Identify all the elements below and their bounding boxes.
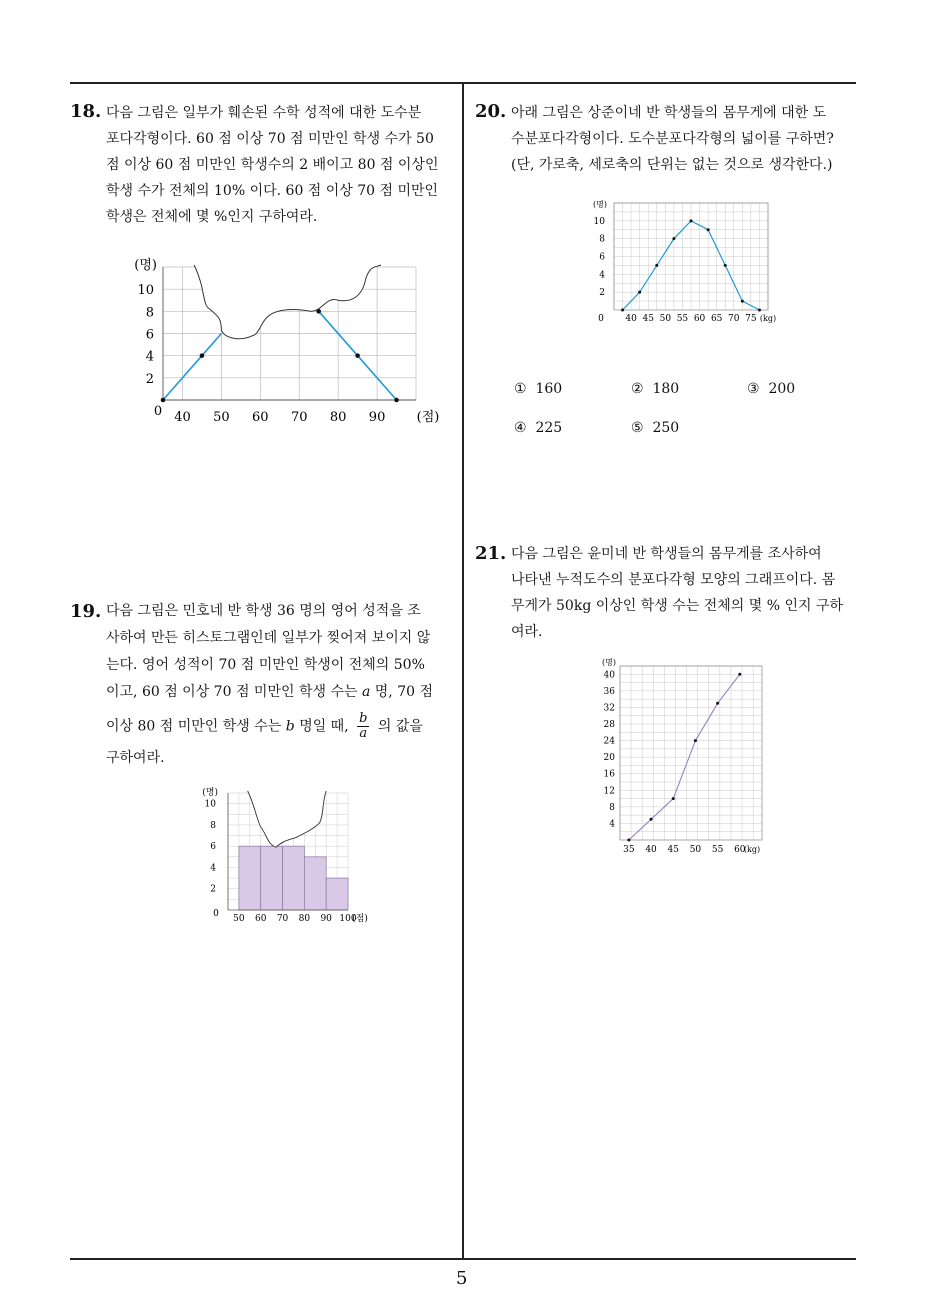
y-tick-label: 4 xyxy=(145,349,154,365)
x-tick-label: 40 xyxy=(625,314,637,324)
q19-line-5-c: 의 값을 xyxy=(377,718,423,735)
x-tick-label: 90 xyxy=(368,410,386,425)
q19-var-a: a xyxy=(361,684,371,700)
q19-number: 19. xyxy=(70,601,102,622)
origin-label: 0 xyxy=(213,909,219,919)
data-point xyxy=(355,353,360,358)
column-divider xyxy=(462,82,464,1260)
y-tick-label: 6 xyxy=(599,252,605,263)
x-tick-label: 80 xyxy=(298,914,311,924)
y-tick-label: 12 xyxy=(603,786,615,797)
q18-line-1: 다음 그림은 일부가 훼손된 수학 성적에 대한 도수분 xyxy=(106,105,422,121)
y-tick-label: 16 xyxy=(603,769,615,780)
choice-value: 160 xyxy=(535,381,563,397)
x-tick-label: 40 xyxy=(174,410,191,425)
q19-line-4 xyxy=(106,679,456,706)
histogram-bar xyxy=(326,878,348,910)
q21-line-4: 여라. xyxy=(511,624,543,640)
q18-line-3: 점 이상 60 점 미만인 학생수의 2 배이고 80 점 이상인 xyxy=(106,157,439,173)
x-tick-label: 60 xyxy=(693,314,706,324)
q20-choice-1[interactable] xyxy=(514,381,562,397)
x-tick-label: 50 xyxy=(659,314,672,324)
y-unit-label: (명) xyxy=(202,788,218,798)
q18-line-4: 학생 수가 전체의 10% 이다. 60 점 이상 70 점 미만인 xyxy=(106,183,439,199)
data-point xyxy=(690,219,693,222)
y-tick-label: 4 xyxy=(210,863,216,874)
x-tick-label: 50 xyxy=(233,914,245,924)
q20-text xyxy=(511,100,861,178)
x-tick-label: 70 xyxy=(276,914,289,924)
y-tick-label: 40 xyxy=(603,670,615,681)
y-tick-label: 32 xyxy=(603,703,615,714)
data-point xyxy=(724,264,727,267)
q20-frequency-polygon-chart xyxy=(588,196,788,328)
choice-value: 200 xyxy=(768,381,796,397)
data-point xyxy=(672,237,675,240)
x-tick-label: 65 xyxy=(710,314,723,324)
q20-line-2: 수분포다각형이다. 도수분포다각형의 넓이를 구하면? xyxy=(511,131,834,147)
choice-mark: ① xyxy=(514,381,527,397)
y-tick-label: 8 xyxy=(599,234,605,245)
series-line xyxy=(163,334,221,401)
x-tick-label: 50 xyxy=(213,410,230,425)
x-tick-label: 35 xyxy=(623,845,635,855)
y-tick-label: 24 xyxy=(603,736,615,747)
data-point xyxy=(200,353,205,358)
x-tick-label: 60 xyxy=(255,914,267,924)
q20-choice-4[interactable] xyxy=(514,420,562,436)
page-number: 5 xyxy=(456,1268,468,1289)
origin-label: 0 xyxy=(598,314,604,324)
x-unit-label: (점) xyxy=(416,410,440,425)
x-tick-label: 60 xyxy=(734,845,746,855)
data-point xyxy=(638,291,641,294)
bottom-rule xyxy=(70,1258,856,1260)
y-tick-label: 8 xyxy=(145,305,154,321)
x-tick-label: 55 xyxy=(676,314,689,324)
x-tick-label: 90 xyxy=(320,914,332,924)
q19-fraction-denominator: a xyxy=(359,726,368,741)
x-unit-label: (점) xyxy=(352,914,368,924)
y-tick-label: 36 xyxy=(603,686,615,697)
x-tick-label: 70 xyxy=(290,410,308,425)
y-tick-label: 2 xyxy=(599,288,605,299)
q18-text xyxy=(106,100,456,230)
q21-text xyxy=(511,541,861,645)
q18-frequency-polygon-chart xyxy=(120,250,440,430)
data-point xyxy=(758,309,761,312)
q19-line-5-b: 명일 때, xyxy=(299,718,349,735)
data-point xyxy=(672,797,675,800)
q20-choice-2[interactable] xyxy=(631,381,679,397)
q19-fraction xyxy=(357,712,369,741)
q21-cumulative-frequency-chart xyxy=(590,656,780,856)
q21-line-1: 다음 그림은 윤미네 반 학생들의 몸무게를 조사하여 xyxy=(511,546,822,562)
y-unit-label: (명) xyxy=(134,258,157,273)
data-point xyxy=(621,309,624,312)
q19-line-5-a: 이상 80 점 미만인 학생 수는 xyxy=(106,718,282,735)
q18-line-5: 학생은 전체에 몇 %인지 구하여라. xyxy=(106,209,318,225)
q19-line-6: 구하여라. xyxy=(106,750,165,766)
q19-fraction-numerator: b xyxy=(359,711,368,726)
x-tick-label: 70 xyxy=(728,314,740,324)
data-point xyxy=(627,839,630,842)
y-tick-label: 20 xyxy=(603,753,615,764)
y-tick-label: 10 xyxy=(593,216,605,227)
q20-choice-3[interactable] xyxy=(747,381,795,397)
y-tick-label: 6 xyxy=(145,327,154,343)
q20-line-3: (단, 가로축, 세로축의 단위는 없는 것으로 생각한다.) xyxy=(511,157,833,173)
y-tick-label: 6 xyxy=(210,842,216,853)
y-unit-label: (명) xyxy=(602,658,616,667)
y-unit-label: (명) xyxy=(593,200,607,209)
q20-choice-5[interactable] xyxy=(631,420,679,436)
data-point xyxy=(394,398,399,403)
data-point xyxy=(650,818,653,821)
data-point xyxy=(316,309,321,314)
histogram-bar xyxy=(283,846,305,910)
q21-line-2: 나타낸 누적도수의 분포다각형 모양의 그래프이다. 몸 xyxy=(511,572,836,588)
torn-area xyxy=(248,791,327,847)
x-tick-label: 80 xyxy=(329,410,347,425)
x-tick-label: 55 xyxy=(711,845,724,855)
q18-line-2: 포다각형이다. 60 점 이상 70 점 미만인 학생 수가 50 xyxy=(106,131,434,147)
q19-line-5 xyxy=(106,712,456,741)
choice-value: 250 xyxy=(652,420,680,436)
x-tick-label: 75 xyxy=(745,314,757,324)
choice-mark: ② xyxy=(631,381,644,397)
q19-line-2: 사하여 만든 히스토그램인데 일부가 찢어져 보이지 않 xyxy=(106,630,431,646)
data-point xyxy=(694,739,697,742)
x-tick-label: 45 xyxy=(667,845,679,855)
x-tick-label: 45 xyxy=(642,314,654,324)
data-point xyxy=(161,398,166,403)
x-tick-label: 100 xyxy=(339,914,357,924)
x-tick-label: 50 xyxy=(689,845,702,855)
q19-var-b: b xyxy=(285,718,295,735)
q19-line-1: 다음 그림은 민호네 반 학생 36 명의 영어 성적을 조 xyxy=(106,603,421,619)
q20-line-1: 아래 그림은 상준이네 반 학생들의 몸무게에 대한 도 xyxy=(511,105,827,121)
data-point xyxy=(716,702,719,705)
q18-number: 18. xyxy=(70,101,102,122)
histogram-bar xyxy=(304,857,326,910)
y-tick-label: 2 xyxy=(145,371,154,387)
q21-line-3: 무게가 50kg 이상인 학생 수는 전체의 몇 % 인지 구하 xyxy=(511,598,844,614)
x-unit-label: (kg) xyxy=(743,845,761,854)
origin-label: 0 xyxy=(153,404,163,419)
y-tick-label: 4 xyxy=(609,819,615,830)
histogram-bar xyxy=(239,846,261,910)
choice-mark: ④ xyxy=(514,420,527,436)
torn-area xyxy=(194,265,381,339)
x-tick-label: 60 xyxy=(252,410,269,425)
q20-number: 20. xyxy=(475,101,507,122)
choice-mark: ③ xyxy=(747,381,760,397)
y-tick-label: 10 xyxy=(204,799,216,810)
choice-value: 225 xyxy=(535,420,563,436)
data-point xyxy=(707,228,710,231)
q19-histogram-chart xyxy=(196,785,376,930)
x-unit-label: (kg) xyxy=(759,314,777,323)
y-tick-label: 10 xyxy=(137,283,154,299)
y-tick-label: 2 xyxy=(210,884,216,895)
choice-mark: ⑤ xyxy=(631,420,644,436)
q19-line-4-tail: 명, 70 점 xyxy=(374,684,433,700)
y-tick-label: 28 xyxy=(603,720,615,730)
data-point xyxy=(655,264,658,267)
q21-number: 21. xyxy=(475,543,507,564)
y-tick-label: 8 xyxy=(210,820,216,831)
choice-value: 180 xyxy=(652,381,680,397)
data-point xyxy=(738,673,741,676)
q19-text xyxy=(106,598,456,772)
q19-line-3: 는다. 영어 성적이 70 점 미만인 학생이 전체의 50% xyxy=(106,657,425,673)
y-tick-label: 4 xyxy=(599,270,605,281)
data-point xyxy=(741,300,744,303)
x-tick-label: 40 xyxy=(645,845,657,855)
y-tick-label: 8 xyxy=(609,802,615,813)
q19-line-4-text: 이고, 60 점 이상 70 점 미만인 학생 수는 xyxy=(106,684,358,700)
histogram-bar xyxy=(261,846,283,910)
